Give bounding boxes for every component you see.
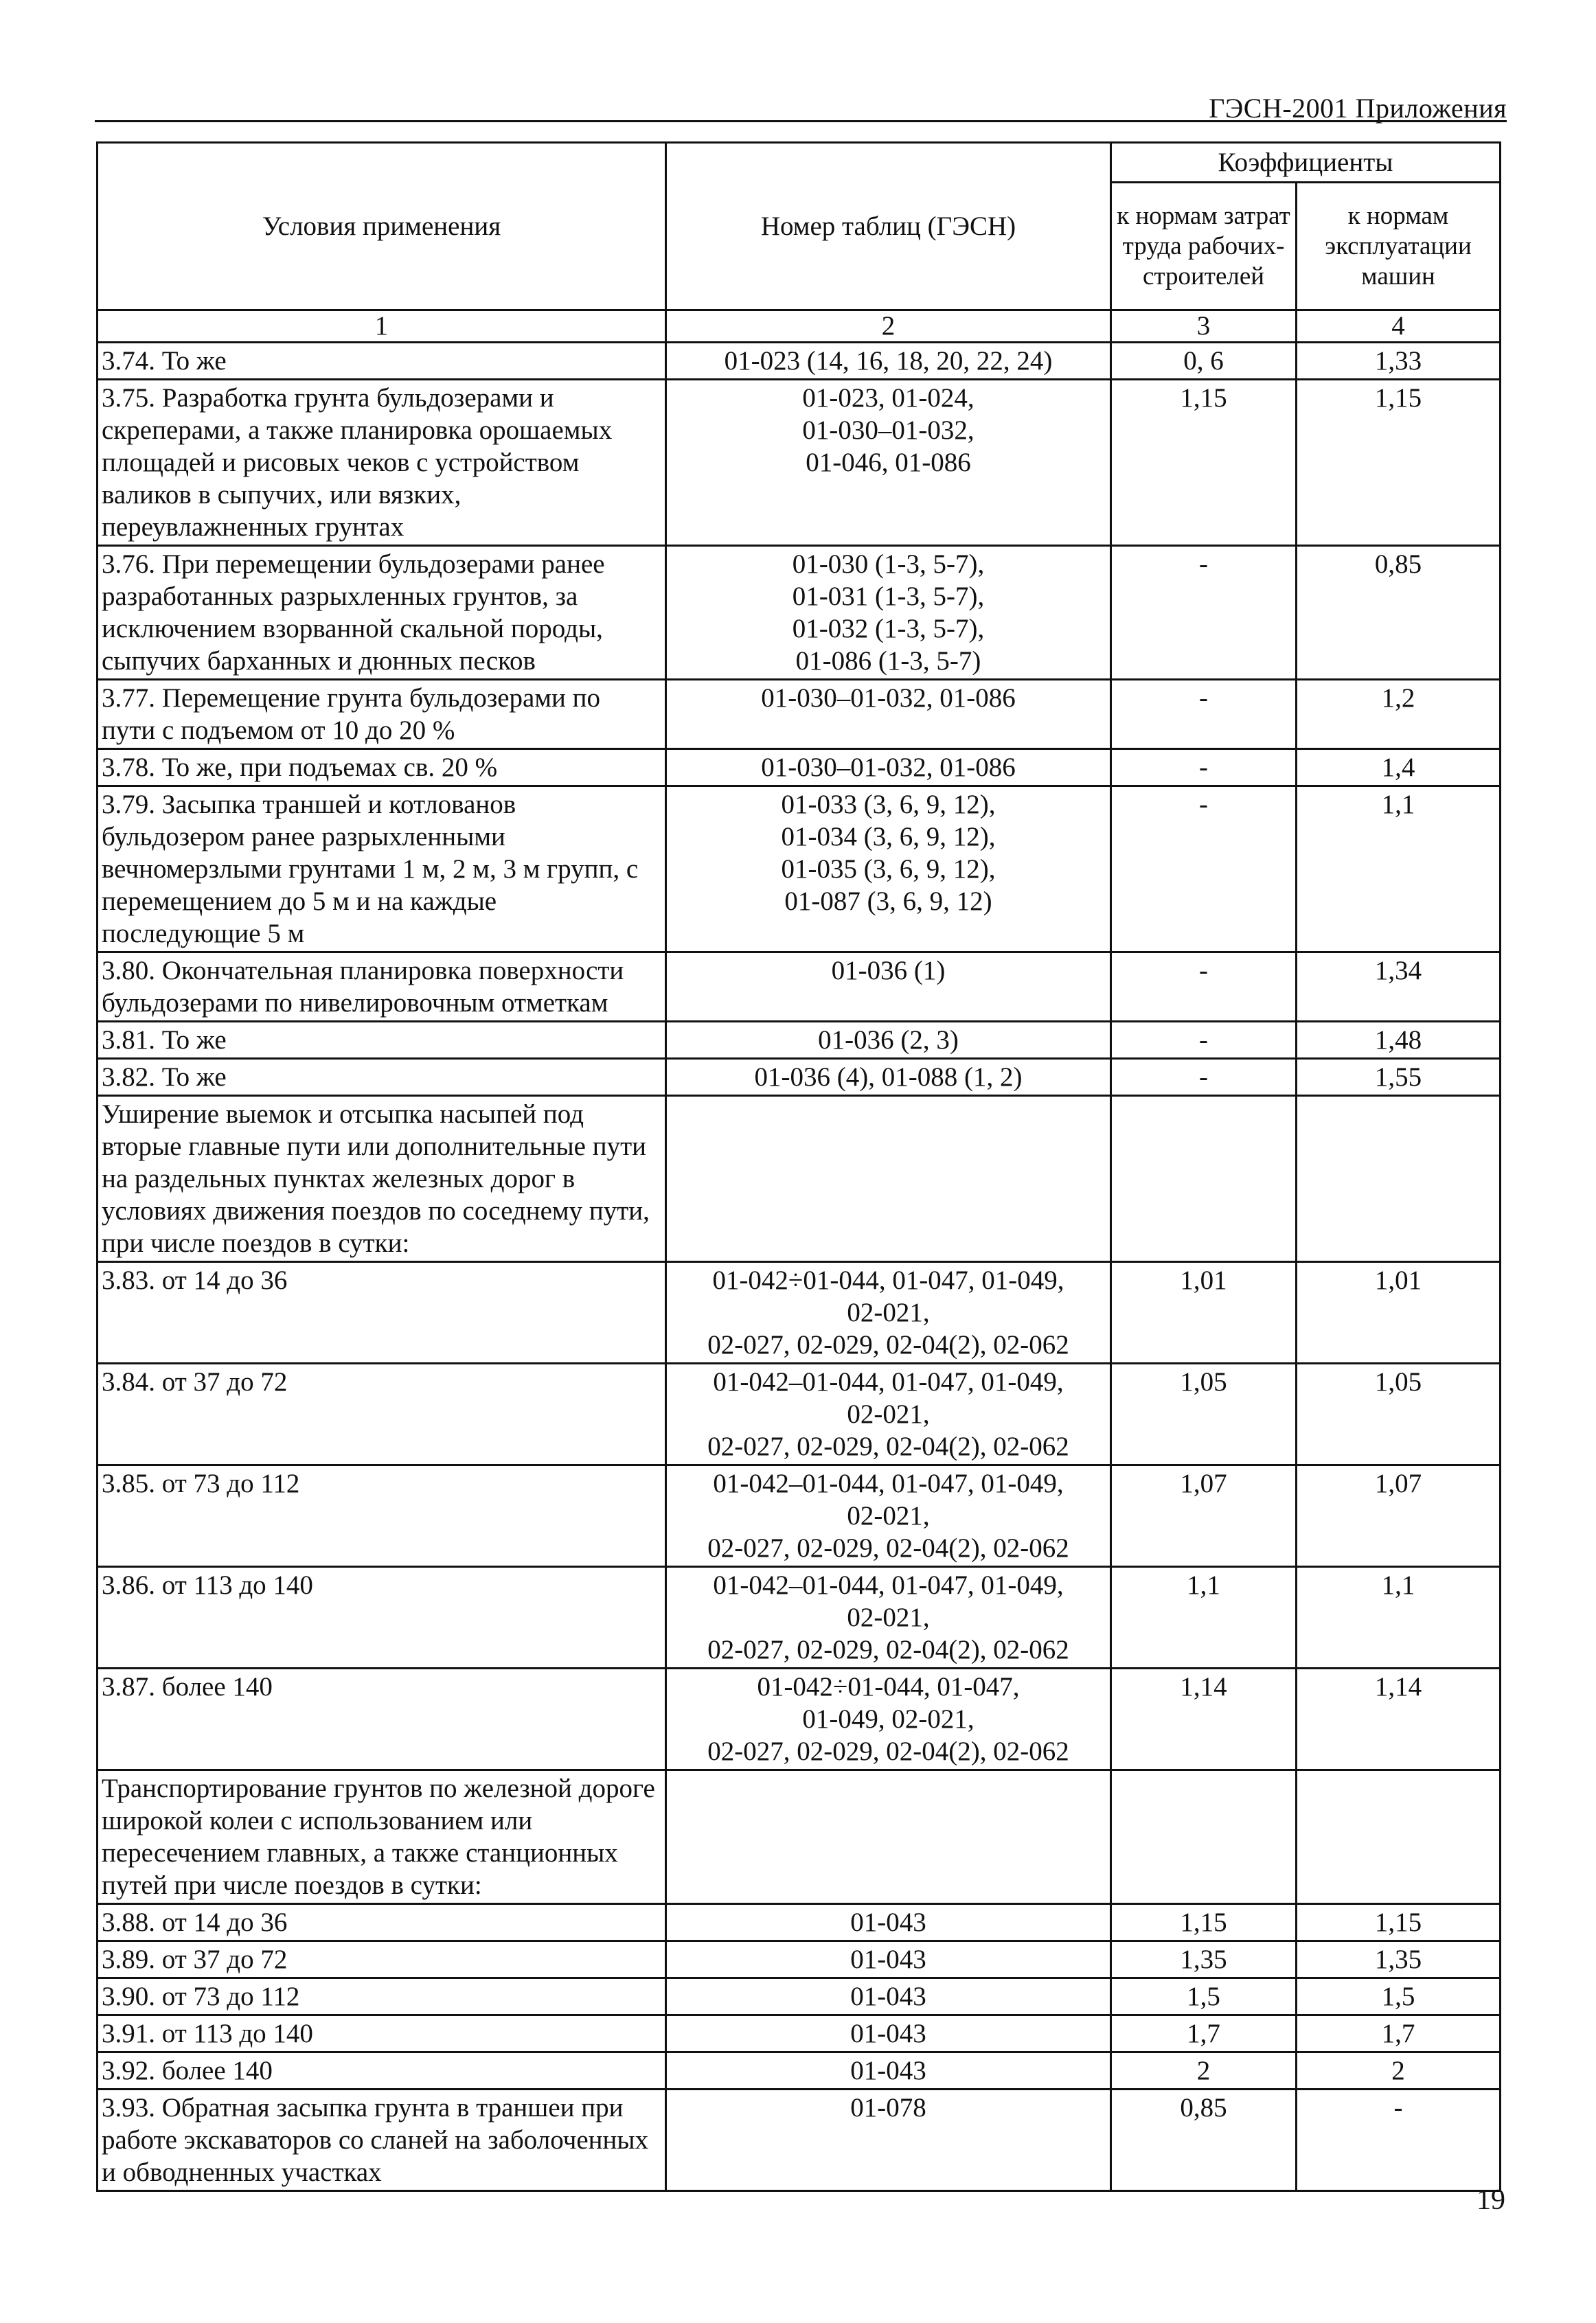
- machines-coefficient-cell: 1,33: [1297, 343, 1501, 380]
- table-row: [98, 1904, 1501, 1941]
- condition-cell: 3.88. от 14 до 36: [98, 1904, 666, 1941]
- labor-coefficient-cell: -: [1111, 749, 1297, 786]
- header-rule: [95, 120, 1507, 122]
- condition-cell: 3.87. более 140: [98, 1669, 666, 1770]
- machines-coefficient-cell: 1,1: [1297, 786, 1501, 952]
- table-row: [98, 2052, 1501, 2090]
- coefficients-table: [96, 141, 1501, 2192]
- condition-cell: 3.79. Засыпка траншей и котлованов бульдозером ранее разрыхленными вечномерзлыми грунтами 1 м, 2 м, 3 м групп, с перемещением до 5 м и на каждые последующие 5 м: [98, 786, 666, 952]
- header-labor: к нормам затрат труда рабочих-строителей: [1111, 183, 1297, 310]
- table-header: [98, 143, 1501, 343]
- table-row: [98, 1465, 1501, 1567]
- condition-cell: 3.86. от 113 до 140: [98, 1567, 666, 1669]
- machines-coefficient-cell: 1,07: [1297, 1465, 1501, 1567]
- labor-coefficient-cell: -: [1111, 1022, 1297, 1059]
- table-body: [98, 343, 1501, 2191]
- machines-coefficient-cell: 1,01: [1297, 1262, 1501, 1364]
- machines-coefficient-cell: 1,1: [1297, 1567, 1501, 1669]
- condition-cell: 3.92. более 140: [98, 2052, 666, 2090]
- condition-cell: 3.76. При перемещении бульдозерами ранее разработанных разрыхленных грунтов, за исключением взорванной скальной породы, сыпучих барханных и дюнных песков: [98, 546, 666, 680]
- table-row: [98, 1978, 1501, 2015]
- page-header: [95, 88, 1507, 122]
- labor-coefficient-cell: -: [1111, 1059, 1297, 1096]
- machines-coefficient-cell: 1,15: [1297, 1904, 1501, 1941]
- table-row: [98, 680, 1501, 749]
- header-machines: к нормам эксплуатации машин: [1297, 183, 1501, 310]
- machines-coefficient-cell: 1,05: [1297, 1364, 1501, 1465]
- table-row: [98, 546, 1501, 680]
- table-row: [98, 1022, 1501, 1059]
- table-row: [98, 1096, 1501, 1262]
- tables-cell: 01-023, 01-024, 01-030–01-032, 01-046, 01-086: [666, 380, 1111, 546]
- machines-coefficient-cell: 1,4: [1297, 749, 1501, 786]
- machines-coefficient-cell: [1297, 1770, 1501, 1904]
- condition-cell: 3.91. от 113 до 140: [98, 2015, 666, 2052]
- tables-cell: 01-043: [666, 1978, 1111, 2015]
- tables-cell: [666, 1096, 1111, 1262]
- table-row: [98, 1669, 1501, 1770]
- condition-cell: 3.85. от 73 до 112: [98, 1465, 666, 1567]
- table-row: [98, 1262, 1501, 1364]
- labor-coefficient-cell: 1,14: [1111, 1669, 1297, 1770]
- labor-coefficient-cell: 1,7: [1111, 2015, 1297, 2052]
- tables-cell: 01-043: [666, 1904, 1111, 1941]
- table-row: [98, 952, 1501, 1022]
- table-row: [98, 1364, 1501, 1465]
- tables-cell: 01-042–01-044, 01-047, 01-049, 02-021, 02-027, 02-029, 02-04(2), 02-062: [666, 1364, 1111, 1465]
- machines-coefficient-cell: 1,2: [1297, 680, 1501, 749]
- tables-cell: 01-043: [666, 1941, 1111, 1978]
- column-number: 4: [1297, 310, 1501, 343]
- table-row: [98, 2015, 1501, 2052]
- machines-coefficient-cell: 0,85: [1297, 546, 1501, 680]
- tables-cell: 01-036 (1): [666, 952, 1111, 1022]
- table-row: [98, 2090, 1501, 2191]
- tables-cell: 01-030 (1-3, 5-7), 01-031 (1-3, 5-7), 01-032 (1-3, 5-7), 01-086 (1-3, 5-7): [666, 546, 1111, 680]
- machines-coefficient-cell: 1,48: [1297, 1022, 1501, 1059]
- labor-coefficient-cell: -: [1111, 952, 1297, 1022]
- tables-cell: 01-078: [666, 2090, 1111, 2191]
- condition-cell: 3.77. Перемещение грунта бульдозерами по пути с подъемом от 10 до 20 %: [98, 680, 666, 749]
- labor-coefficient-cell: 1,05: [1111, 1364, 1297, 1465]
- document-title: ГЭСН-2001 Приложения: [1209, 93, 1507, 124]
- condition-cell: 3.93. Обратная засыпка грунта в траншеи при работе экскаваторов со сланей на заболоченных и обводненных участках: [98, 2090, 666, 2191]
- condition-cell: 3.83. от 14 до 36: [98, 1262, 666, 1364]
- labor-coefficient-cell: -: [1111, 786, 1297, 952]
- machines-coefficient-cell: 1,14: [1297, 1669, 1501, 1770]
- tables-cell: 01-030–01-032, 01-086: [666, 680, 1111, 749]
- labor-coefficient-cell: 1,1: [1111, 1567, 1297, 1669]
- table-row: [98, 1770, 1501, 1904]
- column-number: 2: [666, 310, 1111, 343]
- machines-coefficient-cell: [1297, 1096, 1501, 1262]
- condition-cell: 3.78. То же, при подъемах св. 20 %: [98, 749, 666, 786]
- tables-cell: 01-030–01-032, 01-086: [666, 749, 1111, 786]
- condition-cell: 3.90. от 73 до 112: [98, 1978, 666, 2015]
- page-number: 19: [1477, 2184, 1505, 2216]
- tables-cell: 01-033 (3, 6, 9, 12), 01-034 (3, 6, 9, 12), 01-035 (3, 6, 9, 12), 01-087 (3, 6, 9, 12): [666, 786, 1111, 952]
- header-coefficients: Коэффициенты: [1111, 143, 1501, 183]
- tables-cell: 01-036 (4), 01-088 (1, 2): [666, 1059, 1111, 1096]
- labor-coefficient-cell: 1,01: [1111, 1262, 1297, 1364]
- table-row: [98, 380, 1501, 546]
- labor-coefficient-cell: 1,5: [1111, 1978, 1297, 2015]
- table-row: [98, 1059, 1501, 1096]
- labor-coefficient-cell: -: [1111, 546, 1297, 680]
- condition-cell: 3.74. То же: [98, 343, 666, 380]
- machines-coefficient-cell: 1,34: [1297, 952, 1501, 1022]
- tables-cell: 01-023 (14, 16, 18, 20, 22, 24): [666, 343, 1111, 380]
- machines-coefficient-cell: 1,15: [1297, 380, 1501, 546]
- column-number: 3: [1111, 310, 1297, 343]
- header-tables: Номер таблиц (ГЭСН): [666, 143, 1111, 310]
- condition-cell: 3.75. Разработка грунта бульдозерами и скреперами, а также планировка орошаемых площадей и рисовых чеков с устройством валиков в сыпучих, или вязких, переувлажненных грунтах: [98, 380, 666, 546]
- labor-coefficient-cell: 1,35: [1111, 1941, 1297, 1978]
- machines-coefficient-cell: -: [1297, 2090, 1501, 2191]
- table-row: [98, 343, 1501, 380]
- tables-cell: 01-043: [666, 2052, 1111, 2090]
- table-row: [98, 749, 1501, 786]
- labor-coefficient-cell: 1,15: [1111, 380, 1297, 546]
- condition-cell: 3.80. Окончательная планировка поверхности бульдозерами по нивелировочным отметкам: [98, 952, 666, 1022]
- condition-cell: Уширение выемок и отсыпка насыпей под вторые главные пути или дополнительные пути на раздельных пунктах железных дорог в условиях движения поездов по соседнему пути, при числе поездов в сутки:: [98, 1096, 666, 1262]
- condition-cell: Транспортирование грунтов по железной дороге широкой колеи с использованием или пересечением главных, а также станционных путей при числе поездов в сутки:: [98, 1770, 666, 1904]
- labor-coefficient-cell: 1,15: [1111, 1904, 1297, 1941]
- tables-cell: 01-042÷01-044, 01-047, 01-049, 02-021, 02-027, 02-029, 02-04(2), 02-062: [666, 1669, 1111, 1770]
- machines-coefficient-cell: 1,35: [1297, 1941, 1501, 1978]
- column-numbers-row: [98, 310, 1501, 343]
- tables-cell: 01-042–01-044, 01-047, 01-049, 02-021, 02-027, 02-029, 02-04(2), 02-062: [666, 1567, 1111, 1669]
- tables-cell: 01-042–01-044, 01-047, 01-049, 02-021, 02-027, 02-029, 02-04(2), 02-062: [666, 1465, 1111, 1567]
- condition-cell: 3.84. от 37 до 72: [98, 1364, 666, 1465]
- table-row: [98, 1941, 1501, 1978]
- header-conditions: Условия применения: [98, 143, 666, 310]
- table-row: [98, 786, 1501, 952]
- condition-cell: 3.81. То же: [98, 1022, 666, 1059]
- tables-cell: 01-042÷01-044, 01-047, 01-049, 02-021, 02-027, 02-029, 02-04(2), 02-062: [666, 1262, 1111, 1364]
- column-number: 1: [98, 310, 666, 343]
- labor-coefficient-cell: 0,85: [1111, 2090, 1297, 2191]
- labor-coefficient-cell: -: [1111, 680, 1297, 749]
- machines-coefficient-cell: 1,55: [1297, 1059, 1501, 1096]
- condition-cell: 3.82. То же: [98, 1059, 666, 1096]
- labor-coefficient-cell: 1,07: [1111, 1465, 1297, 1567]
- labor-coefficient-cell: 0, 6: [1111, 343, 1297, 380]
- labor-coefficient-cell: [1111, 1096, 1297, 1262]
- labor-coefficient-cell: 2: [1111, 2052, 1297, 2090]
- machines-coefficient-cell: 2: [1297, 2052, 1501, 2090]
- tables-cell: 01-043: [666, 2015, 1111, 2052]
- table-row: [98, 1567, 1501, 1669]
- labor-coefficient-cell: [1111, 1770, 1297, 1904]
- machines-coefficient-cell: 1,5: [1297, 1978, 1501, 2015]
- tables-cell: [666, 1770, 1111, 1904]
- machines-coefficient-cell: 1,7: [1297, 2015, 1501, 2052]
- condition-cell: 3.89. от 37 до 72: [98, 1941, 666, 1978]
- tables-cell: 01-036 (2, 3): [666, 1022, 1111, 1059]
